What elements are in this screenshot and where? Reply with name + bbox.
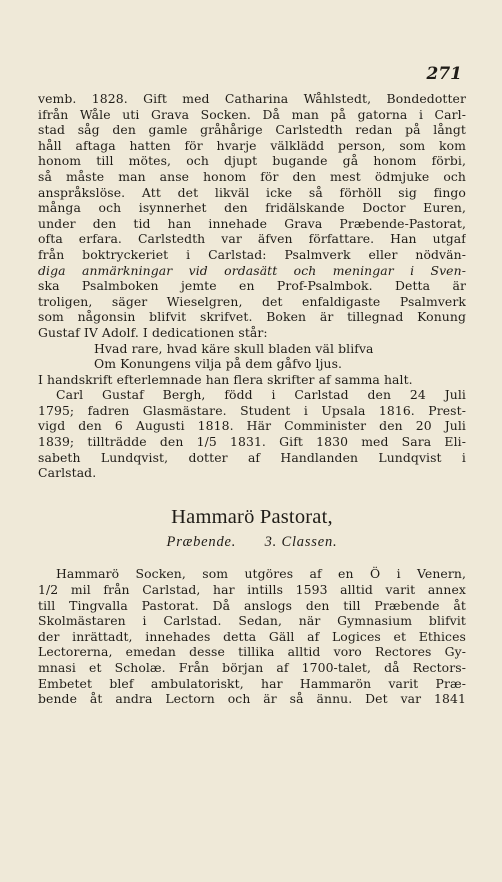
text-line: 1839; tillträdde den 1/5 1831. Gift 1830 med Sara Eli- <box>38 434 466 450</box>
text-line: stad såg den gamle gråhårige Carlstedth redan på långt <box>38 122 466 138</box>
text-line: bende åt andra Lectorn och är så ännu. Det var 1841 <box>38 691 466 707</box>
text-line: håll aftaga hatten för hvarje välklädd person, som kom <box>38 137 466 153</box>
text-line: diga anmärkningar vid ordasätt och meningar i Sven- <box>38 262 466 278</box>
text-line: som någonsin blifvit skrifvet. Boken är tillegnad Konung <box>38 309 466 325</box>
page-number: 271 <box>426 64 462 84</box>
text-line: honom till mötes, och djupt bugande gå honom förbi, <box>38 153 466 169</box>
text-line: ofta erfara. Carlstedth var äfven författare. Han utgaf <box>38 231 466 247</box>
text-line: anspråkslöse. Att det likväl icke så förhöll sig fingo <box>38 184 466 200</box>
dedication-poem <box>38 341 466 372</box>
paragraph-manuscripts <box>38 372 466 388</box>
text-line: Hammarö Socken, som utgöres af en Ö i Venern, <box>56 566 466 582</box>
text-line: vemb. 1828. Gift med Catharina Wåhlstedt, Bondedotter <box>38 91 466 106</box>
text-line: sabeth Lundqvist, dotter af Handlanden Lundqvist i <box>38 449 466 465</box>
text-line: I handskrift efterlemnade han flera skrifter af samma halt. <box>38 371 413 387</box>
text-line: Lectorerna, emedan desse tillika alltid voro Rectores Gy- <box>38 644 466 660</box>
text-line: 1795; fadren Glasmästare. Student i Upsala 1816. Prest- <box>38 402 466 418</box>
paragraph-carlstedth <box>38 91 466 341</box>
text-line: Carl Gustaf Bergh, född i Carlstad den 24 Juli <box>56 387 466 403</box>
text-line: så måste man anse honom för den mest ödmjuke och <box>38 168 466 184</box>
text-line: troligen, säger Wieselgren, det enfaldigaste Psalmverk <box>38 293 466 309</box>
section-subtitle-left: Præbende. <box>166 533 237 550</box>
section-title: Hammarö Pastorat, <box>171 505 333 528</box>
text-line: under den tid han innehade Grava Præbende-Pastorat, <box>38 215 466 231</box>
text-line: många och isynnerhet den fridälskande Doctor Euren, <box>38 200 466 216</box>
text-line: ifrån Wåle uti Grava Socken. Då man på gatorna i Carl- <box>38 106 466 122</box>
text-line: ska Psalmboken jemte en Prof-Psalmbok. Detta är <box>38 278 466 294</box>
text-line: till Tingvalla Pastorat. Då anslogs den till Præbende åt <box>38 597 466 613</box>
text-line: der inrättadt, innehades detta Gäll af Logices et Ethices <box>38 628 466 644</box>
paragraph-bergh <box>38 387 466 481</box>
text-line: från boktryckeriet i Carlstad: Psalmverk eller nödvän- <box>38 246 466 262</box>
section-subtitle <box>38 535 466 551</box>
text-line: mnasi et Scholæ. Från början af 1700-talet, då Rectors- <box>38 660 466 675</box>
text-line: vigd den 6 Augusti 1818. Här Comminister den 20 Juli <box>38 418 466 434</box>
text-line: 1/2 mil från Carlstad, har intills 1593 alltid varit annex <box>38 582 466 598</box>
poem-line: Om Konungens vilja på dem gåfvo ljus. <box>94 356 343 372</box>
section-subtitle-right: 3. Classen. <box>264 533 338 550</box>
poem-line: Hvad rare, hvad käre skull bladen väl blifva <box>94 340 374 356</box>
paragraph-hammaro <box>38 566 466 706</box>
page-body <box>38 91 466 707</box>
text-line: Gustaf IV Adolf. I dedicationen står: <box>38 324 268 340</box>
text-line: Embetet blef ambulatoriskt, har Hammarön varit Præ- <box>38 675 466 691</box>
text-line: Carlstad. <box>38 465 97 481</box>
text-line: Skolmästaren i Carlstad. Sedan, när Gymnasium blifvit <box>38 613 466 629</box>
